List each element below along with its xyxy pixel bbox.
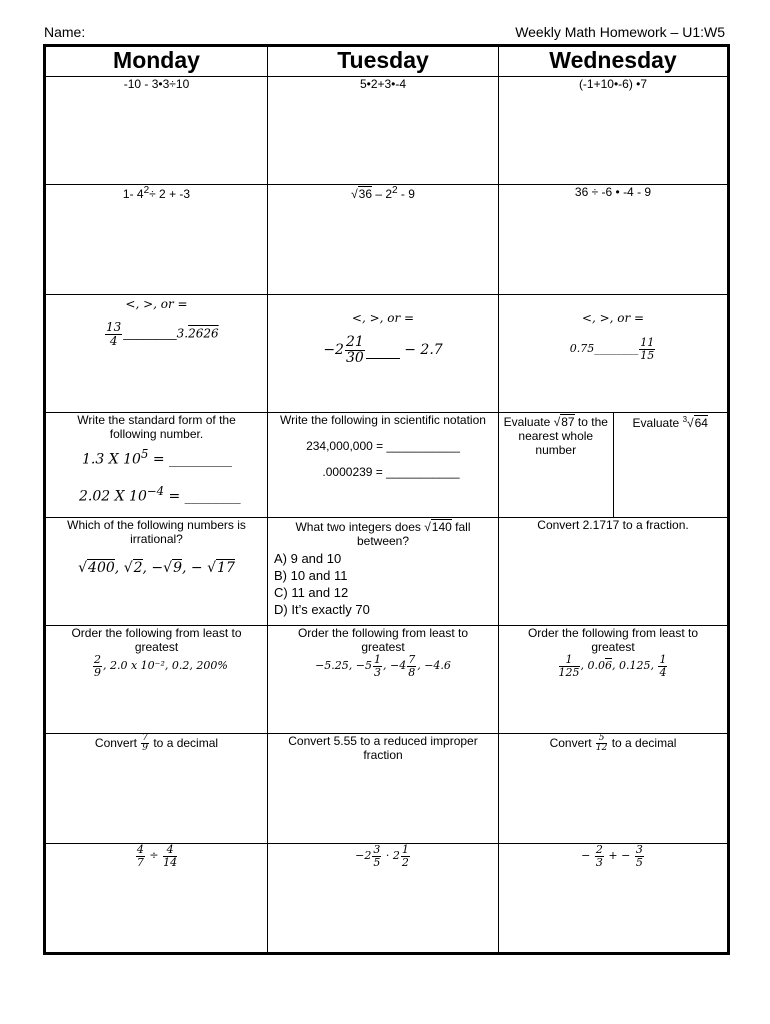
problem-tue-3: <, >, or = −2 $\frac{21}{30}$ − 2.7 [268, 295, 499, 413]
problem-wed-4 [499, 413, 729, 518]
day-wednesday: Wednesday [499, 46, 729, 77]
problem-tue-7: Convert 5.55 to a reduced improper fraction [268, 734, 499, 844]
problem-tue-6: Order the following from least to greatest −5.25, −5 $\frac{1}{3}$ , −4 $\frac{7}{8}$ , −4.6 [268, 626, 499, 734]
worksheet-title: Weekly Math Homework – U1:W5 [515, 24, 725, 40]
problem-wed-8: − $\frac{2}{3}$ + − $\frac{3}{5}$ [499, 844, 729, 954]
name-label: Name: [44, 24, 86, 40]
problem-wed-2: 36 ÷ -6 • -4 - 9 [499, 185, 729, 295]
problem-mon-7: Convert $\frac{7}{9}$ to a decimal [45, 734, 268, 844]
problem-wed-5: Convert 2.1717 to a fraction. [499, 518, 729, 626]
problem-tue-2: $√36 - 2^2 - 9$ [268, 185, 499, 295]
problem-wed-6: Order the following from least to greatest $\frac{1}{125}$ , 0.06, 0.125, $\frac{1}{4}$ [499, 626, 729, 734]
problem-tue-1: 5•2+3•-4 [268, 77, 499, 185]
problem-tue-4: Write the following in scientific notation 234,000,000 = ___________ .0000239 = ___________ [268, 413, 499, 518]
day-monday: Monday [45, 46, 268, 77]
problem-mon-3: <, >, or = $\frac{13}{4}$ ________3.2626 [45, 295, 268, 413]
problem-mon-8: $\frac{4}{7}$ ÷ $\frac{4}{14}$ [45, 844, 268, 954]
problem-wed-1: (-1+10•-6) •7 [499, 77, 729, 185]
problem-wed-4a: Evaluate √87 to the nearest whole number [499, 413, 614, 517]
problem-tue-8: −2 $\frac{3}{5}$ · 2 $\frac{1}{2}$ [268, 844, 499, 954]
problem-mon-2: 1- $4^2\div 2 + -3$ [45, 185, 268, 295]
option-b: B) 10 and 11 [274, 568, 348, 583]
option-d: D) It’s exactly 70 [274, 602, 370, 617]
option-a: A) 9 and 10 [274, 551, 342, 566]
problem-mon-4: Write the standard form of the following number. 1.3 X $10^5$ = _________ 2.02 X $10^{-4}$ = ________ [45, 413, 268, 518]
irrational-list: √400, √2, −√9, − √17 [78, 560, 235, 576]
homework-grid [43, 44, 730, 955]
problem-wed-3: <, >, or = 0.75________ $\frac{11}{15}$ [499, 295, 729, 413]
day-tuesday: Tuesday [268, 46, 499, 77]
problem-tue-5: What two integers does √140 fall between? A) 9 and 10 B) 10 and 11 C) 11 and 12 D) It’s exactly 70 [268, 518, 499, 626]
problem-mon-6: Order the following from least to greatest $\frac{2}{9}$ , 2.0 x 10⁻², 0.2, 200% [45, 626, 268, 734]
problem-mon-1: -10 - 3•3÷10 [45, 77, 268, 185]
problem-mon-5: Which of the following numbers is irrational? √400, √2, −√9, − √17 [45, 518, 268, 626]
option-c: C) 11 and 12 [274, 585, 349, 600]
problem-wed-4b: Evaluate $^3$√64 [632, 415, 708, 430]
problem-wed-7: Convert $\frac{5}{12}$ to a decimal [499, 734, 729, 844]
